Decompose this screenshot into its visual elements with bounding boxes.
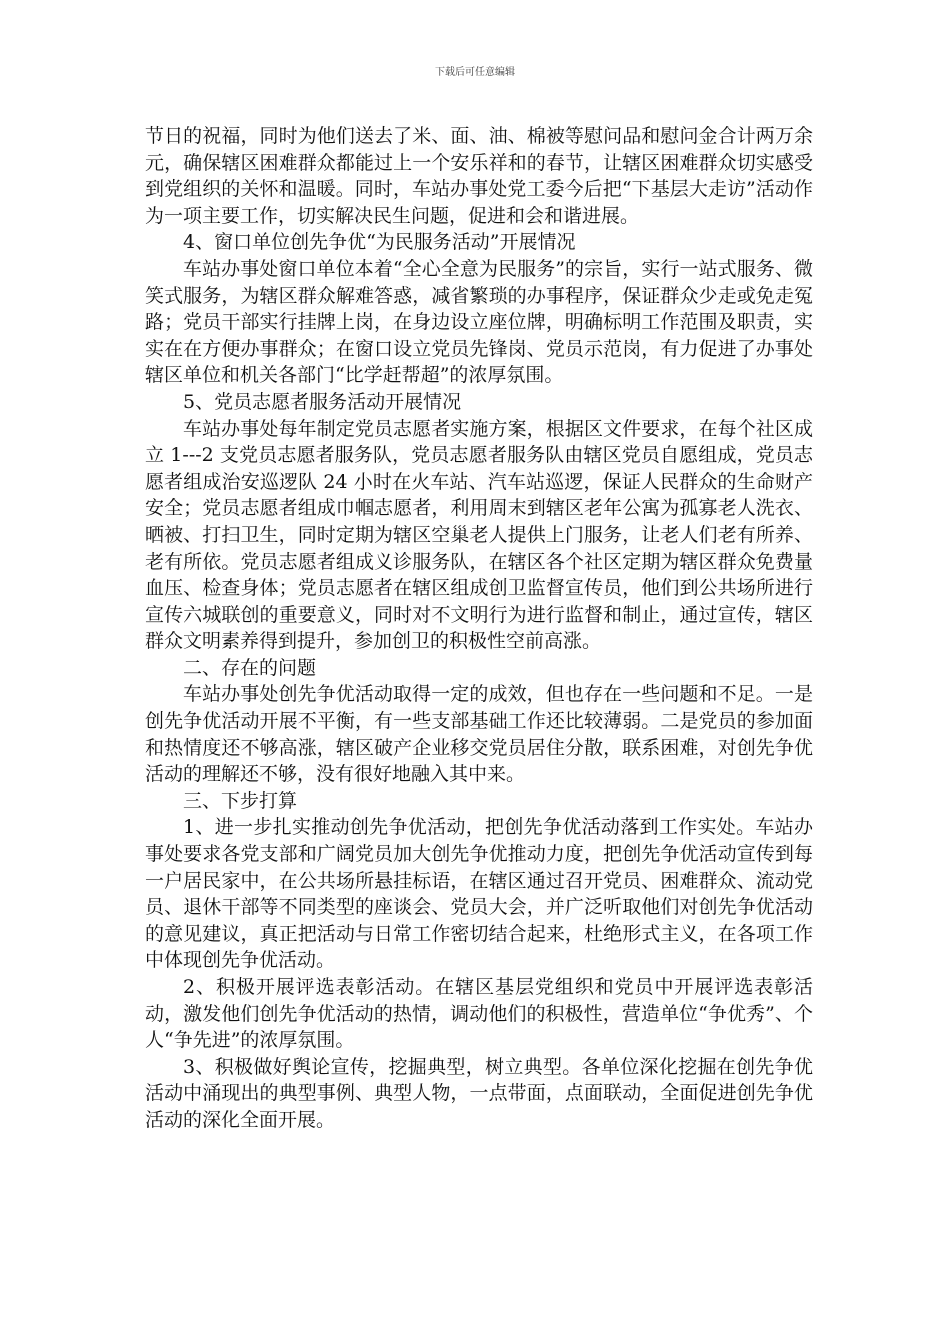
- section-heading-problems: 二、存在的问题: [183, 656, 317, 679]
- document-body: [145, 123, 813, 1134]
- paragraph-next-step-2: 2、积极开展评选表彰活动。在辖区基层党组织和党员中开展评选表彰活动，激发他们创先争优活动的热情，调动他们的积极性，营造单位“争优秀”、个人“争先进”的浓厚氛围。: [145, 976, 813, 1052]
- section-heading-next-steps: 三、下步打算: [183, 789, 298, 812]
- paragraph-volunteers: 车站办事处每年制定党员志愿者实施方案，根据区文件要求，在每个社区成立 1---2 支党员志愿者服务队，党员志愿者服务队由辖区党员自愿组成，党员志愿者组成治安巡逻队 24 小时在火车站、汽车站巡逻，保证人民群众的生命财产安全；党员志愿者组成巾帼志愿者，利用周末到辖区老年公寓为孤寡老人洗衣、晒被、打扫卫生，同时定期为辖区空巢老人提供上门服务，让老人们老有所养、老有所依。党员志愿者组成义诊服务队，在辖区各个社区定期为辖区群众免费量血压、检查身体；党员志愿者在辖区组成创卫监督宣传员，他们到公共场所进行宣传六城联创的重要意义，同时对不文明行为进行监督和制止，通过宣传，辖区群众文明素养得到提升，参加创卫的积极性空前高涨。: [145, 417, 813, 653]
- paragraph-next-step-3: 3、积极做好舆论宣传，挖掘典型，树立典型。各单位深化挖掘在创先争优活动中涌现出的典型事例、典型人物，一点带面，点面联动，全面促进创先争优活动的深化全面开展。: [145, 1055, 813, 1131]
- page-header-note: 下载后可任意编辑: [435, 67, 515, 78]
- paragraph-window-service: 车站办事处窗口单位本着“全心全意为民服务”的宗旨，实行一站式服务、微笑式服务，为辖区群众解难答惑，减省繁琐的办事程序，保证群众少走或免走冤路；党员干部实行挂牌上岗，在身边设立座位牌，明确标明工作范围及职责，实实在在方便办事群众；在窗口设立党员先锋岗、党员示范岗，有力促进了办事处辖区单位和机关各部门“比学赶帮超”的浓厚氛围。: [145, 257, 813, 387]
- paragraph-next-step-1: 1、进一步扎实推动创先争优活动，把创先争优活动落到工作实处。车站办事处要求各党支部和广阔党员加大创先争优推动力度，把创先争优活动宣传到每一户居民家中，在公共场所悬挂标语，在辖区通过召开党员、困难群众、流动党员、退休干部等不同类型的座谈会、党员大会，并广泛听取他们对创先争优活动的意见建议，真正把活动与日常工作密切结合起来，杜绝形式主义，在各项工作中体现创先争优活动。: [145, 816, 813, 972]
- section-heading-window-service: 4、窗口单位创先争优“为民服务活动”开展情况: [183, 231, 576, 254]
- section-heading-volunteers: 5、党员志愿者服务活动开展情况: [183, 390, 462, 413]
- paragraph-problems: 车站办事处创先争优活动取得一定的成效，但也存在一些问题和不足。一是创先争优活动开展不平衡，有一些支部基础工作还比较薄弱。二是党员的参加面和热情度还不够高涨，辖区破产企业移交党员居住分散，联系困难，对创先争优活动的理解还不够，没有很好地融入其中来。: [145, 683, 813, 786]
- paragraph-continuation: 节日的祝福，同时为他们送去了米、面、油、棉被等慰问品和慰问金合计两万余元，确保辖区困难群众都能过上一个安乐祥和的春节，让辖区困难群众切实感受到党组织的关怀和温暖。同时，车站办事处党工委今后把“下基层大走访”活动作为一项主要工作，切实解决民生问题，促进和会和谐进展。: [145, 125, 813, 227]
